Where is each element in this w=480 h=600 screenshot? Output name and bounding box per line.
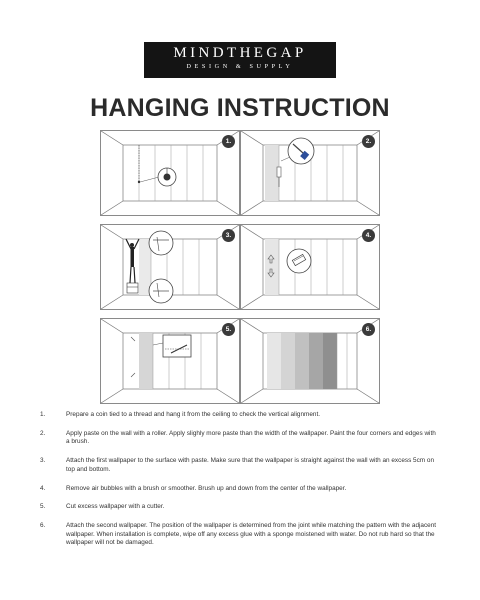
room-cutting-drawing [101, 319, 239, 403]
brand-name: MINDTHEGAP [173, 45, 307, 61]
step-3-illustration [100, 224, 240, 310]
step-badge: 2. [362, 135, 375, 148]
step-2-illustration [240, 130, 380, 216]
step-text: Prepare a coin tied to a thread and hang it from the ceiling to check the vertical alignment. [66, 411, 320, 418]
step-number: 3. [40, 457, 46, 465]
step-number: 4. [40, 484, 46, 492]
step-number: 1. [40, 411, 46, 418]
brand-logo [144, 42, 336, 78]
step-badge: 3. [222, 229, 235, 242]
step-badge: 5. [222, 323, 235, 336]
instruction-list [40, 411, 440, 558]
page-title: HANGING INSTRUCTION [90, 94, 390, 122]
step-number: 6. [40, 522, 46, 530]
room-attach-wallpaper-drawing [101, 225, 239, 309]
step-number: 5. [40, 503, 46, 511]
brand-tagline: DESIGN & SUPPLY [186, 63, 294, 70]
step-5-illustration [100, 318, 240, 404]
step-text: Attach the first wallpaper to the surface with paste. Make sure that the wallpaper is straight against the wall with an excess 5cm on top and bottom. [66, 457, 435, 473]
room-paste-roller-drawing [241, 131, 379, 215]
step-text: Attach the second wallpaper. The position of the wallpaper is determined from the joint while matching the pattern with the adjacent wallpaper. When installation is complete, wipe off any excess glue with a sponge moistened with water. Do not rub hard so that the wallpaper will not be damaged. [66, 522, 437, 547]
instruction-step-2 [40, 430, 440, 447]
instruction-step-1 [40, 411, 440, 419]
room-smoothing-drawing [241, 225, 379, 309]
step-text: Apply paste on the wall with a roller. Apply slighly more paste than the width of the wallpaper. Paint the four corners and edges with a brush. [66, 429, 436, 446]
step-6-illustration [240, 318, 380, 404]
step-1-illustration [100, 130, 240, 216]
step-4-illustration [240, 224, 380, 310]
instruction-step-4 [40, 485, 440, 493]
instruction-step-3 [40, 457, 440, 474]
room-plumb-line-drawing [101, 131, 239, 215]
step-badge: 1. [222, 135, 235, 148]
instruction-step-5 [40, 503, 440, 511]
instruction-step-6 [40, 522, 440, 547]
room-finished-drawing [241, 319, 379, 403]
step-badge: 6. [362, 323, 375, 336]
step-badge: 4. [362, 229, 375, 242]
step-number: 2. [40, 429, 46, 437]
step-text: Remove air bubbles with a brush or smoother. Brush up and down from the center of the wallpaper. [66, 484, 347, 492]
step-text: Cut excess wallpaper with a cutter. [66, 503, 165, 511]
